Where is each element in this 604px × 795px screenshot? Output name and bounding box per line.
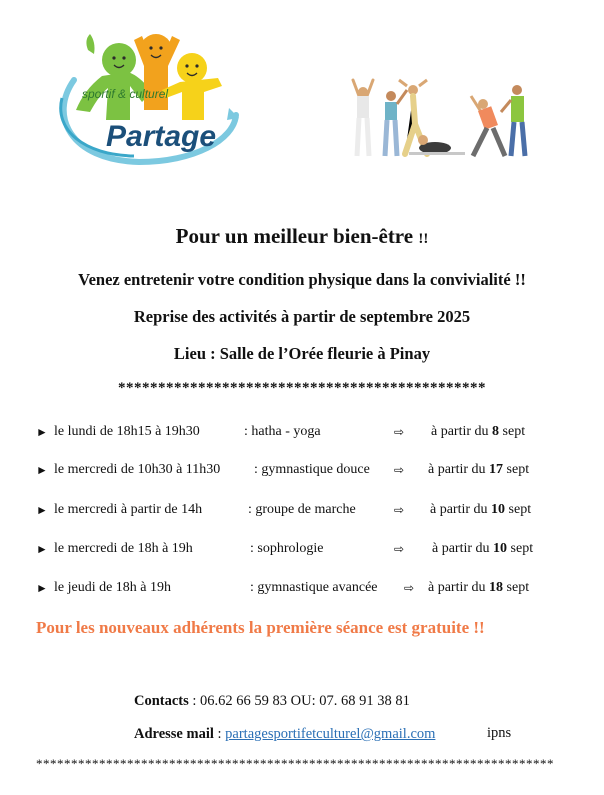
- tagline: Venez entretenir votre condition physique dans la convivialité !!: [78, 270, 526, 289]
- right-arrow-icon: ⇨: [394, 463, 405, 477]
- page-title: [0, 224, 604, 249]
- right-arrow-icon: ⇨: [404, 581, 415, 595]
- right-arrow-icon: ⇨: [394, 503, 405, 517]
- start-day: 17: [489, 462, 504, 477]
- activity-row: [36, 541, 596, 561]
- activity-what: : gymnastique douce: [254, 462, 370, 477]
- start-prefix: à partir du: [428, 580, 486, 595]
- activity-start: [428, 462, 529, 478]
- start-month: sept: [506, 462, 530, 477]
- activity-what: : hatha - yoga: [244, 424, 321, 439]
- ipns-mark: ipns: [487, 725, 512, 741]
- right-arrow-icon: ⇨: [394, 542, 405, 556]
- activity-when: le mercredi de 18h à 19h: [54, 541, 193, 556]
- start-month: sept: [506, 580, 530, 595]
- start-day: 18: [489, 580, 504, 595]
- separator-bottom: **************************************************************************: [36, 756, 554, 771]
- contacts-value: : 06.62 66 59 83 OU: 07. 68 91 38 81: [192, 693, 410, 709]
- title-text: Pour un meilleur bien-être: [175, 224, 414, 248]
- start-day: 10: [493, 541, 508, 556]
- start-month: sept: [510, 541, 534, 556]
- activity-when: le mercredi à partir de 14h: [54, 502, 203, 517]
- activity-start: [430, 502, 531, 518]
- logo-subtitle: sportif & culturel: [82, 87, 169, 101]
- location-line: Lieu : Salle de l’Orée fleurie à Pinay: [173, 344, 431, 363]
- bullet-arrow-icon: ►: [36, 425, 48, 439]
- start-day: 8: [492, 424, 500, 439]
- free-session-notice: Pour les nouveaux adhérents la première séance est gratuite !!: [36, 618, 485, 637]
- reprise-line: Reprise des activités à partir de septembre 2025: [133, 307, 471, 326]
- activity-row: [36, 580, 596, 600]
- activity-when: le jeudi de 18h à 19h: [54, 580, 172, 595]
- activity-start: [428, 580, 529, 596]
- start-month: sept: [508, 502, 532, 517]
- activity-what: : sophrologie: [250, 541, 324, 556]
- bullet-arrow-icon: ►: [36, 581, 48, 595]
- right-arrow-icon: ⇨: [394, 425, 405, 439]
- bullet-arrow-icon: ►: [36, 503, 48, 517]
- email-line: [134, 726, 435, 743]
- start-prefix: à partir du: [431, 424, 489, 439]
- start-prefix: à partir du: [428, 462, 486, 477]
- contacts-label: Contacts: [134, 693, 189, 709]
- email-separator: :: [213, 726, 226, 742]
- email-label: Adresse mail: [134, 726, 214, 742]
- exercise-figures-illustration: [345, 78, 540, 160]
- start-day: 10: [491, 502, 506, 517]
- activity-when: le mercredi de 10h30 à 11h30: [54, 462, 221, 477]
- contacts-line: [134, 693, 410, 710]
- activity-row: [36, 462, 596, 482]
- activity-when: le lundi de 18h15 à 19h30: [54, 424, 200, 439]
- start-prefix: à partir du: [430, 502, 488, 517]
- activity-what: : groupe de marche: [248, 502, 356, 517]
- activity-row: [36, 424, 596, 444]
- activity-start: [431, 424, 525, 440]
- activity-row: [36, 502, 596, 522]
- start-prefix: à partir du: [432, 541, 490, 556]
- logo-title: Partage: [106, 120, 217, 153]
- separator-top: **********************************************: [118, 380, 486, 396]
- partage-logo: [44, 20, 244, 170]
- title-exclaim: !!: [418, 231, 429, 247]
- bullet-arrow-icon: ►: [36, 542, 48, 556]
- activity-start: [432, 541, 533, 557]
- bullet-arrow-icon: ►: [36, 463, 48, 477]
- activity-what: : gymnastique avancée: [250, 580, 378, 595]
- start-month: sept: [502, 424, 526, 439]
- email-link[interactable]: partagesportifetculturel@gmail.com: [225, 726, 436, 742]
